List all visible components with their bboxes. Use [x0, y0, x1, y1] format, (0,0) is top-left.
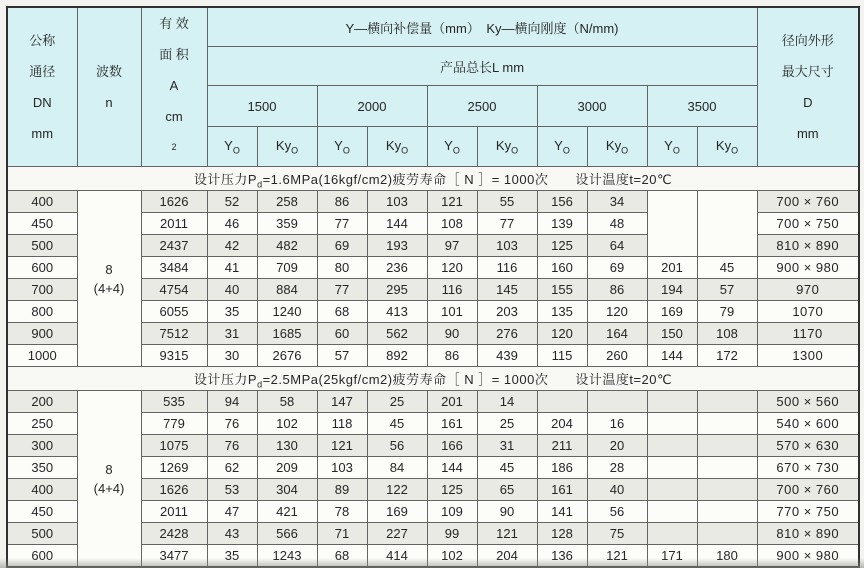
cell-value: 120 — [427, 257, 477, 279]
cell-dn: 400 — [7, 479, 77, 501]
cell-value: 56 — [367, 435, 427, 457]
cell-value: 201 — [647, 257, 697, 279]
cell-value: 211 — [537, 435, 587, 457]
header-text: A — [169, 78, 179, 93]
header-yo: $Y_O$ — [317, 126, 367, 166]
cell-dimension: 810 × 890 — [757, 523, 859, 545]
header-text: 有 效 — [159, 16, 189, 31]
cell-value: 156 — [537, 191, 587, 213]
cell-value: 204 — [537, 413, 587, 435]
header-text: 最大尺寸 — [781, 64, 834, 80]
cell-value: 108 — [697, 323, 757, 345]
cell-value: 45 — [367, 413, 427, 435]
spec-table — [6, 6, 860, 568]
cell-area: 2011 — [141, 213, 207, 235]
cell-value: 482 — [257, 235, 317, 257]
cell-value: 20 — [587, 435, 647, 457]
cell-value: 1240 — [257, 301, 317, 323]
cell-value: 144 — [647, 345, 697, 367]
cell-value: 135 — [537, 301, 587, 323]
cell-value: 109 — [427, 501, 477, 523]
cell-value: 169 — [647, 301, 697, 323]
cell-value: 121 — [477, 523, 537, 545]
cell-value: 69 — [587, 257, 647, 279]
cell-value — [647, 501, 697, 523]
cell-value — [647, 435, 697, 457]
cell-value: 562 — [367, 323, 427, 345]
cell-value: 128 — [537, 523, 587, 545]
cell-value: 1685 — [257, 323, 317, 345]
cell-value: 169 — [367, 501, 427, 523]
cell-dimension: 900 × 980 — [757, 257, 859, 279]
header-yo: $Y_O$ — [647, 126, 697, 166]
cell-value: 193 — [367, 235, 427, 257]
cell-area: 1269 — [141, 457, 207, 479]
header-yo: $Y_O$ — [537, 126, 587, 166]
cell-value: 147 — [317, 391, 367, 413]
cell-value — [647, 523, 697, 545]
cell-value: 160 — [537, 257, 587, 279]
cell-dimension: 1300 — [757, 345, 859, 367]
cell-value: 41 — [207, 257, 257, 279]
cell-dn: 300 — [7, 435, 77, 457]
cell-value — [647, 391, 697, 413]
header-text: 波数 — [95, 64, 122, 80]
cell-value: 186 — [537, 457, 587, 479]
cell-value: 276 — [477, 323, 537, 345]
cell-value: 90 — [427, 323, 477, 345]
cell-value: 115 — [537, 345, 587, 367]
cell-value: 194 — [647, 279, 697, 301]
cell-dimension: 970 — [757, 279, 859, 301]
cell-value: 58 — [257, 391, 317, 413]
cell-value: 56 — [587, 501, 647, 523]
header-total-length: 产品总长L mm — [207, 47, 757, 86]
cell-merged-blank — [697, 191, 757, 257]
section-title: 设计压力$P_d=1.6MPa(16kgf/cm2)$疲劳寿命［ N ］= 1000次 设计温度t=20℃ — [7, 167, 859, 191]
cell-value: 40 — [207, 279, 257, 301]
cell-value: 42 — [207, 235, 257, 257]
cell-value: 97 — [427, 235, 477, 257]
header-text: D — [803, 95, 813, 111]
cell-value: 84 — [367, 457, 427, 479]
cell-value: 121 — [587, 545, 647, 568]
cell-dimension: 810 × 890 — [757, 235, 859, 257]
cell-value: 108 — [427, 213, 477, 235]
cell-area: 2428 — [141, 523, 207, 545]
cell-value — [647, 457, 697, 479]
cell-value: 76 — [207, 435, 257, 457]
cell-value: 86 — [587, 279, 647, 301]
cell-dimension: 1070 — [757, 301, 859, 323]
cell-value: 79 — [697, 301, 757, 323]
cell-value: 413 — [367, 301, 427, 323]
cell-value: 65 — [477, 479, 537, 501]
cell-value: 31 — [477, 435, 537, 457]
header-length-3500: 3500 — [647, 86, 757, 126]
cell-area: 7512 — [141, 323, 207, 345]
cell-value: 31 — [207, 323, 257, 345]
cell-value: 45 — [477, 457, 537, 479]
table-row — [7, 191, 859, 213]
cell-value — [697, 479, 757, 501]
cell-value: 161 — [427, 413, 477, 435]
cell-value: 103 — [317, 457, 367, 479]
cell-value: 55 — [477, 191, 537, 213]
table-row — [7, 391, 859, 413]
cell-dimension: 540 × 600 — [757, 413, 859, 435]
cell-dn: 500 — [7, 523, 77, 545]
cell-value: 155 — [537, 279, 587, 301]
cell-value: 421 — [257, 501, 317, 523]
header-text: mm — [31, 126, 54, 142]
cell-value: 103 — [367, 191, 427, 213]
header-length-1500: 1500 — [207, 86, 317, 126]
header-kyo: $Ky_O$ — [587, 126, 647, 166]
cell-value: 130 — [257, 435, 317, 457]
cell-value: 68 — [317, 301, 367, 323]
header-text: mm — [796, 126, 819, 142]
cell-value: 16 — [587, 413, 647, 435]
cell-value: 102 — [427, 545, 477, 568]
cell-dimension: 770 × 750 — [757, 501, 859, 523]
cell-value: 884 — [257, 279, 317, 301]
header-wave-count — [77, 7, 141, 167]
cell-value: 43 — [207, 523, 257, 545]
cell-value — [647, 413, 697, 435]
header-text: 通径 — [29, 64, 56, 80]
cell-value: 139 — [537, 213, 587, 235]
header-text: 径向外形 — [781, 33, 834, 49]
cell-value: 144 — [367, 213, 427, 235]
cell-value: 52 — [207, 191, 257, 213]
cell-value: 180 — [697, 545, 757, 568]
cell-value: 86 — [317, 191, 367, 213]
cell-area: 4754 — [141, 279, 207, 301]
cell-dimension: 670 × 730 — [757, 457, 859, 479]
cell-dn: 450 — [7, 213, 77, 235]
cell-value: 439 — [477, 345, 537, 367]
section-title-row — [7, 167, 859, 191]
header-effective-area — [141, 7, 207, 167]
cell-value: 28 — [587, 457, 647, 479]
header-radial-dimension — [757, 7, 859, 167]
header-kyo: $Ky_O$ — [697, 126, 757, 166]
header-yo: $Y_O$ — [207, 126, 257, 166]
cell-area: 6055 — [141, 301, 207, 323]
cell-value: 166 — [427, 435, 477, 457]
cell-dn: 600 — [7, 545, 77, 568]
cell-value: 57 — [317, 345, 367, 367]
cell-area: 1626 — [141, 191, 207, 213]
cell-dn: 1000 — [7, 345, 77, 367]
cell-value: 57 — [697, 279, 757, 301]
cell-dn: 200 — [7, 391, 77, 413]
cell-value: 35 — [207, 301, 257, 323]
cell-value: 161 — [537, 479, 587, 501]
cell-value: 116 — [427, 279, 477, 301]
cell-value: 86 — [427, 345, 477, 367]
cell-value: 121 — [427, 191, 477, 213]
cell-value: 150 — [647, 323, 697, 345]
cell-area: 1626 — [141, 479, 207, 501]
cell-dimension: 700 × 760 — [757, 191, 859, 213]
cell-value: 260 — [587, 345, 647, 367]
cell-value: 414 — [367, 545, 427, 568]
cell-value: 144 — [427, 457, 477, 479]
cell-value — [697, 435, 757, 457]
cell-area: 2437 — [141, 235, 207, 257]
cell-value: 45 — [697, 257, 757, 279]
cell-value: 164 — [587, 323, 647, 345]
cell-value: 236 — [367, 257, 427, 279]
cell-dimension: 500 × 560 — [757, 391, 859, 413]
cell-value: 204 — [477, 545, 537, 568]
cell-dn: 350 — [7, 457, 77, 479]
cell-merged-blank — [647, 191, 697, 257]
cell-area: 779 — [141, 413, 207, 435]
cell-area: 3484 — [141, 257, 207, 279]
header-unit: cm $^2$ — [165, 109, 183, 152]
cell-dimension: 570 × 630 — [757, 435, 859, 457]
cell-value: 78 — [317, 501, 367, 523]
cell-area: 3477 — [141, 545, 207, 568]
header-kyo: $Ky_O$ — [477, 126, 537, 166]
cell-value: 2676 — [257, 345, 317, 367]
cell-value: 35 — [207, 545, 257, 568]
cell-value: 141 — [537, 501, 587, 523]
cell-dimension: 700 × 760 — [757, 479, 859, 501]
cell-value: 209 — [257, 457, 317, 479]
header-nominal-diameter — [7, 7, 77, 167]
cell-value: 94 — [207, 391, 257, 413]
cell-value: 709 — [257, 257, 317, 279]
cell-value: 101 — [427, 301, 477, 323]
cell-value: 304 — [257, 479, 317, 501]
cell-value: 25 — [367, 391, 427, 413]
cell-dn: 450 — [7, 501, 77, 523]
header-yo: $Y_O$ — [427, 126, 477, 166]
cell-value: 892 — [367, 345, 427, 367]
cell-value: 120 — [587, 301, 647, 323]
cell-value: 145 — [477, 279, 537, 301]
cell-value: 77 — [317, 213, 367, 235]
cell-dn: 800 — [7, 301, 77, 323]
cell-value: 172 — [697, 345, 757, 367]
cell-dn: 400 — [7, 191, 77, 213]
cell-value: 1243 — [257, 545, 317, 568]
cell-value: 14 — [477, 391, 537, 413]
cell-value: 120 — [537, 323, 587, 345]
cell-value: 89 — [317, 479, 367, 501]
cell-value: 69 — [317, 235, 367, 257]
cell-value: 136 — [537, 545, 587, 568]
cell-value — [697, 501, 757, 523]
cell-value: 90 — [477, 501, 537, 523]
cell-value: 295 — [367, 279, 427, 301]
cell-dn: 500 — [7, 235, 77, 257]
cell-value — [537, 391, 587, 413]
table-header — [7, 7, 859, 167]
cell-value: 201 — [427, 391, 477, 413]
cell-value: 99 — [427, 523, 477, 545]
cell-value: 71 — [317, 523, 367, 545]
cell-value: 121 — [317, 435, 367, 457]
cell-value: 46 — [207, 213, 257, 235]
cell-wave-count: 8 (4+4) — [77, 191, 141, 367]
cell-value: 227 — [367, 523, 427, 545]
header-kyo: $Ky_O$ — [367, 126, 427, 166]
cell-value — [647, 479, 697, 501]
cell-value: 566 — [257, 523, 317, 545]
cell-value: 103 — [477, 235, 537, 257]
cell-value: 25 — [477, 413, 537, 435]
header-kyo: $Ky_O$ — [257, 126, 317, 166]
section-title: 设计压力$P_d=2.5MPa(25kgf/cm2)$疲劳寿命［ N ］= 1000次 设计温度t=20℃ — [7, 367, 859, 391]
cell-value: 125 — [537, 235, 587, 257]
cell-value — [697, 413, 757, 435]
cell-dn: 250 — [7, 413, 77, 435]
cell-value: 258 — [257, 191, 317, 213]
cell-value: 68 — [317, 545, 367, 568]
table-body — [7, 167, 859, 568]
cell-value: 77 — [317, 279, 367, 301]
cell-dimension: 900 × 980 — [757, 545, 859, 568]
cell-value: 118 — [317, 413, 367, 435]
cell-value: 53 — [207, 479, 257, 501]
header-text: 面 积 — [159, 47, 189, 62]
header-text: DN — [32, 95, 52, 111]
cell-value — [697, 523, 757, 545]
cell-value: 122 — [367, 479, 427, 501]
cell-dimension: 700 × 750 — [757, 213, 859, 235]
cell-value: 48 — [587, 213, 647, 235]
cell-value: 171 — [647, 545, 697, 568]
cell-value: 77 — [477, 213, 537, 235]
cell-value: 47 — [207, 501, 257, 523]
header-length-3000: 3000 — [537, 86, 647, 126]
header-lateral-title: Y—横向补偿量（mm） Ky—横向刚度（N/mm) — [207, 7, 757, 47]
cell-value: 76 — [207, 413, 257, 435]
cell-value: 34 — [587, 191, 647, 213]
cell-value: 64 — [587, 235, 647, 257]
cell-value: 125 — [427, 479, 477, 501]
header-length-2500: 2500 — [427, 86, 537, 126]
cell-value — [697, 457, 757, 479]
cell-value: 30 — [207, 345, 257, 367]
cell-area: 535 — [141, 391, 207, 413]
cell-value: 102 — [257, 413, 317, 435]
cell-value — [587, 391, 647, 413]
cell-area: 1075 — [141, 435, 207, 457]
cell-value: 359 — [257, 213, 317, 235]
cell-value: 116 — [477, 257, 537, 279]
header-text: n — [105, 95, 113, 111]
cell-value: 80 — [317, 257, 367, 279]
section-title-row — [7, 367, 859, 391]
cell-wave-count: 8 (4+4) — [77, 391, 141, 568]
cell-value: 203 — [477, 301, 537, 323]
cell-area: 9315 — [141, 345, 207, 367]
cell-dimension: 1170 — [757, 323, 859, 345]
cell-value — [697, 391, 757, 413]
cell-area: 2011 — [141, 501, 207, 523]
cell-value: 40 — [587, 479, 647, 501]
cell-dn: 600 — [7, 257, 77, 279]
cell-value: 60 — [317, 323, 367, 345]
header-text: 公称 — [29, 33, 56, 49]
cell-dn: 700 — [7, 279, 77, 301]
cell-value: 62 — [207, 457, 257, 479]
cell-value: 75 — [587, 523, 647, 545]
cell-dn: 900 — [7, 323, 77, 345]
header-length-2000: 2000 — [317, 86, 427, 126]
